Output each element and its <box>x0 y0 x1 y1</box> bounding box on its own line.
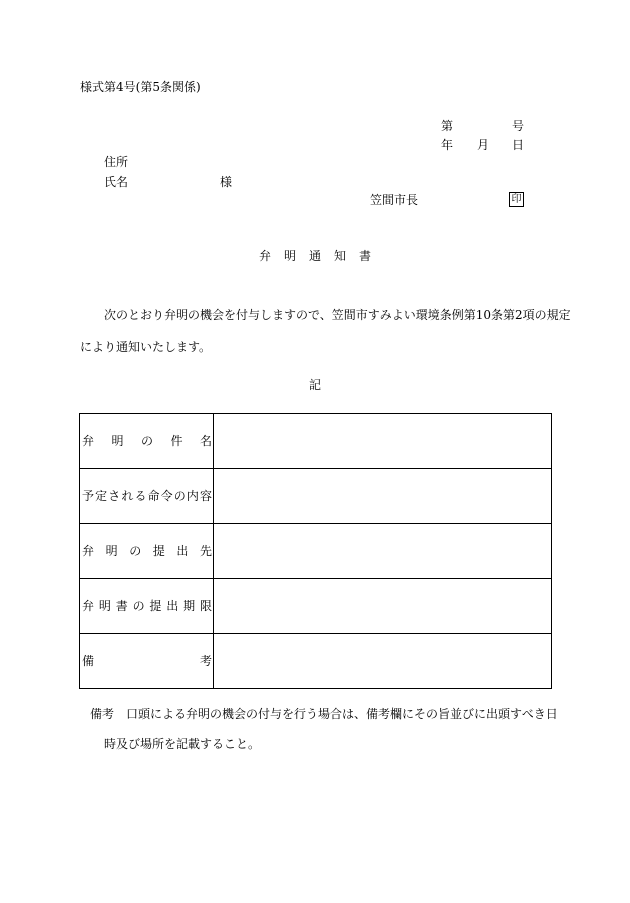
row-value-cell[interactable] <box>214 634 552 689</box>
row-value-cell[interactable] <box>214 524 552 579</box>
row-label: 備考 <box>82 654 212 668</box>
recipient-honorific: 様 <box>220 175 233 189</box>
table-row <box>80 469 552 524</box>
recipient-address-label: 住所 <box>104 155 129 169</box>
row-label: 弁明の提出先 <box>82 544 212 558</box>
row-value-cell[interactable] <box>214 579 552 634</box>
date-day-label: 日 <box>512 138 525 152</box>
body-text-line-1: 次のとおり弁明の機会を付与しますので、笠間市すみよい環境条例第10条第2項の規定 <box>104 308 571 322</box>
row-label-cell <box>80 414 214 469</box>
notes-line-2: 時及び場所を記載すること。 <box>104 737 261 751</box>
table-row <box>80 634 552 689</box>
table-row <box>80 524 552 579</box>
table-row <box>80 414 552 469</box>
document-number-prefix: 第 <box>441 119 454 133</box>
row-label-cell <box>80 524 214 579</box>
ki-heading: 記 <box>308 378 321 392</box>
row-label-cell <box>80 579 214 634</box>
row-label: 予定される命令の内容 <box>82 489 212 503</box>
body-text-line-2: により通知いたします。 <box>80 340 212 354</box>
notice-details-table <box>79 413 552 689</box>
date-month-label: 月 <box>477 138 490 152</box>
form-number: 様式第4号(第5条関係) <box>80 80 201 94</box>
document-number-suffix: 号 <box>512 119 525 133</box>
notes-line-1: 口頭による弁明の機会の付与を行う場合は、備考欄にその旨並びに出頭すべき日 <box>126 707 558 721</box>
notes-heading: 備考 <box>90 707 115 721</box>
row-label-cell <box>80 469 214 524</box>
row-value-cell[interactable] <box>214 414 552 469</box>
row-label: 弁明の件名 <box>82 434 212 448</box>
row-label: 弁明書の提出期限 <box>82 599 212 613</box>
seal-mark: 印 <box>509 192 524 207</box>
date-year-label: 年 <box>441 138 454 152</box>
table-row <box>80 579 552 634</box>
document-title: 弁明通知書 <box>258 249 384 263</box>
recipient-name-label: 氏名 <box>104 175 129 189</box>
issuer-title: 笠間市長 <box>370 193 419 207</box>
row-label-cell <box>80 634 214 689</box>
row-value-cell[interactable] <box>214 469 552 524</box>
